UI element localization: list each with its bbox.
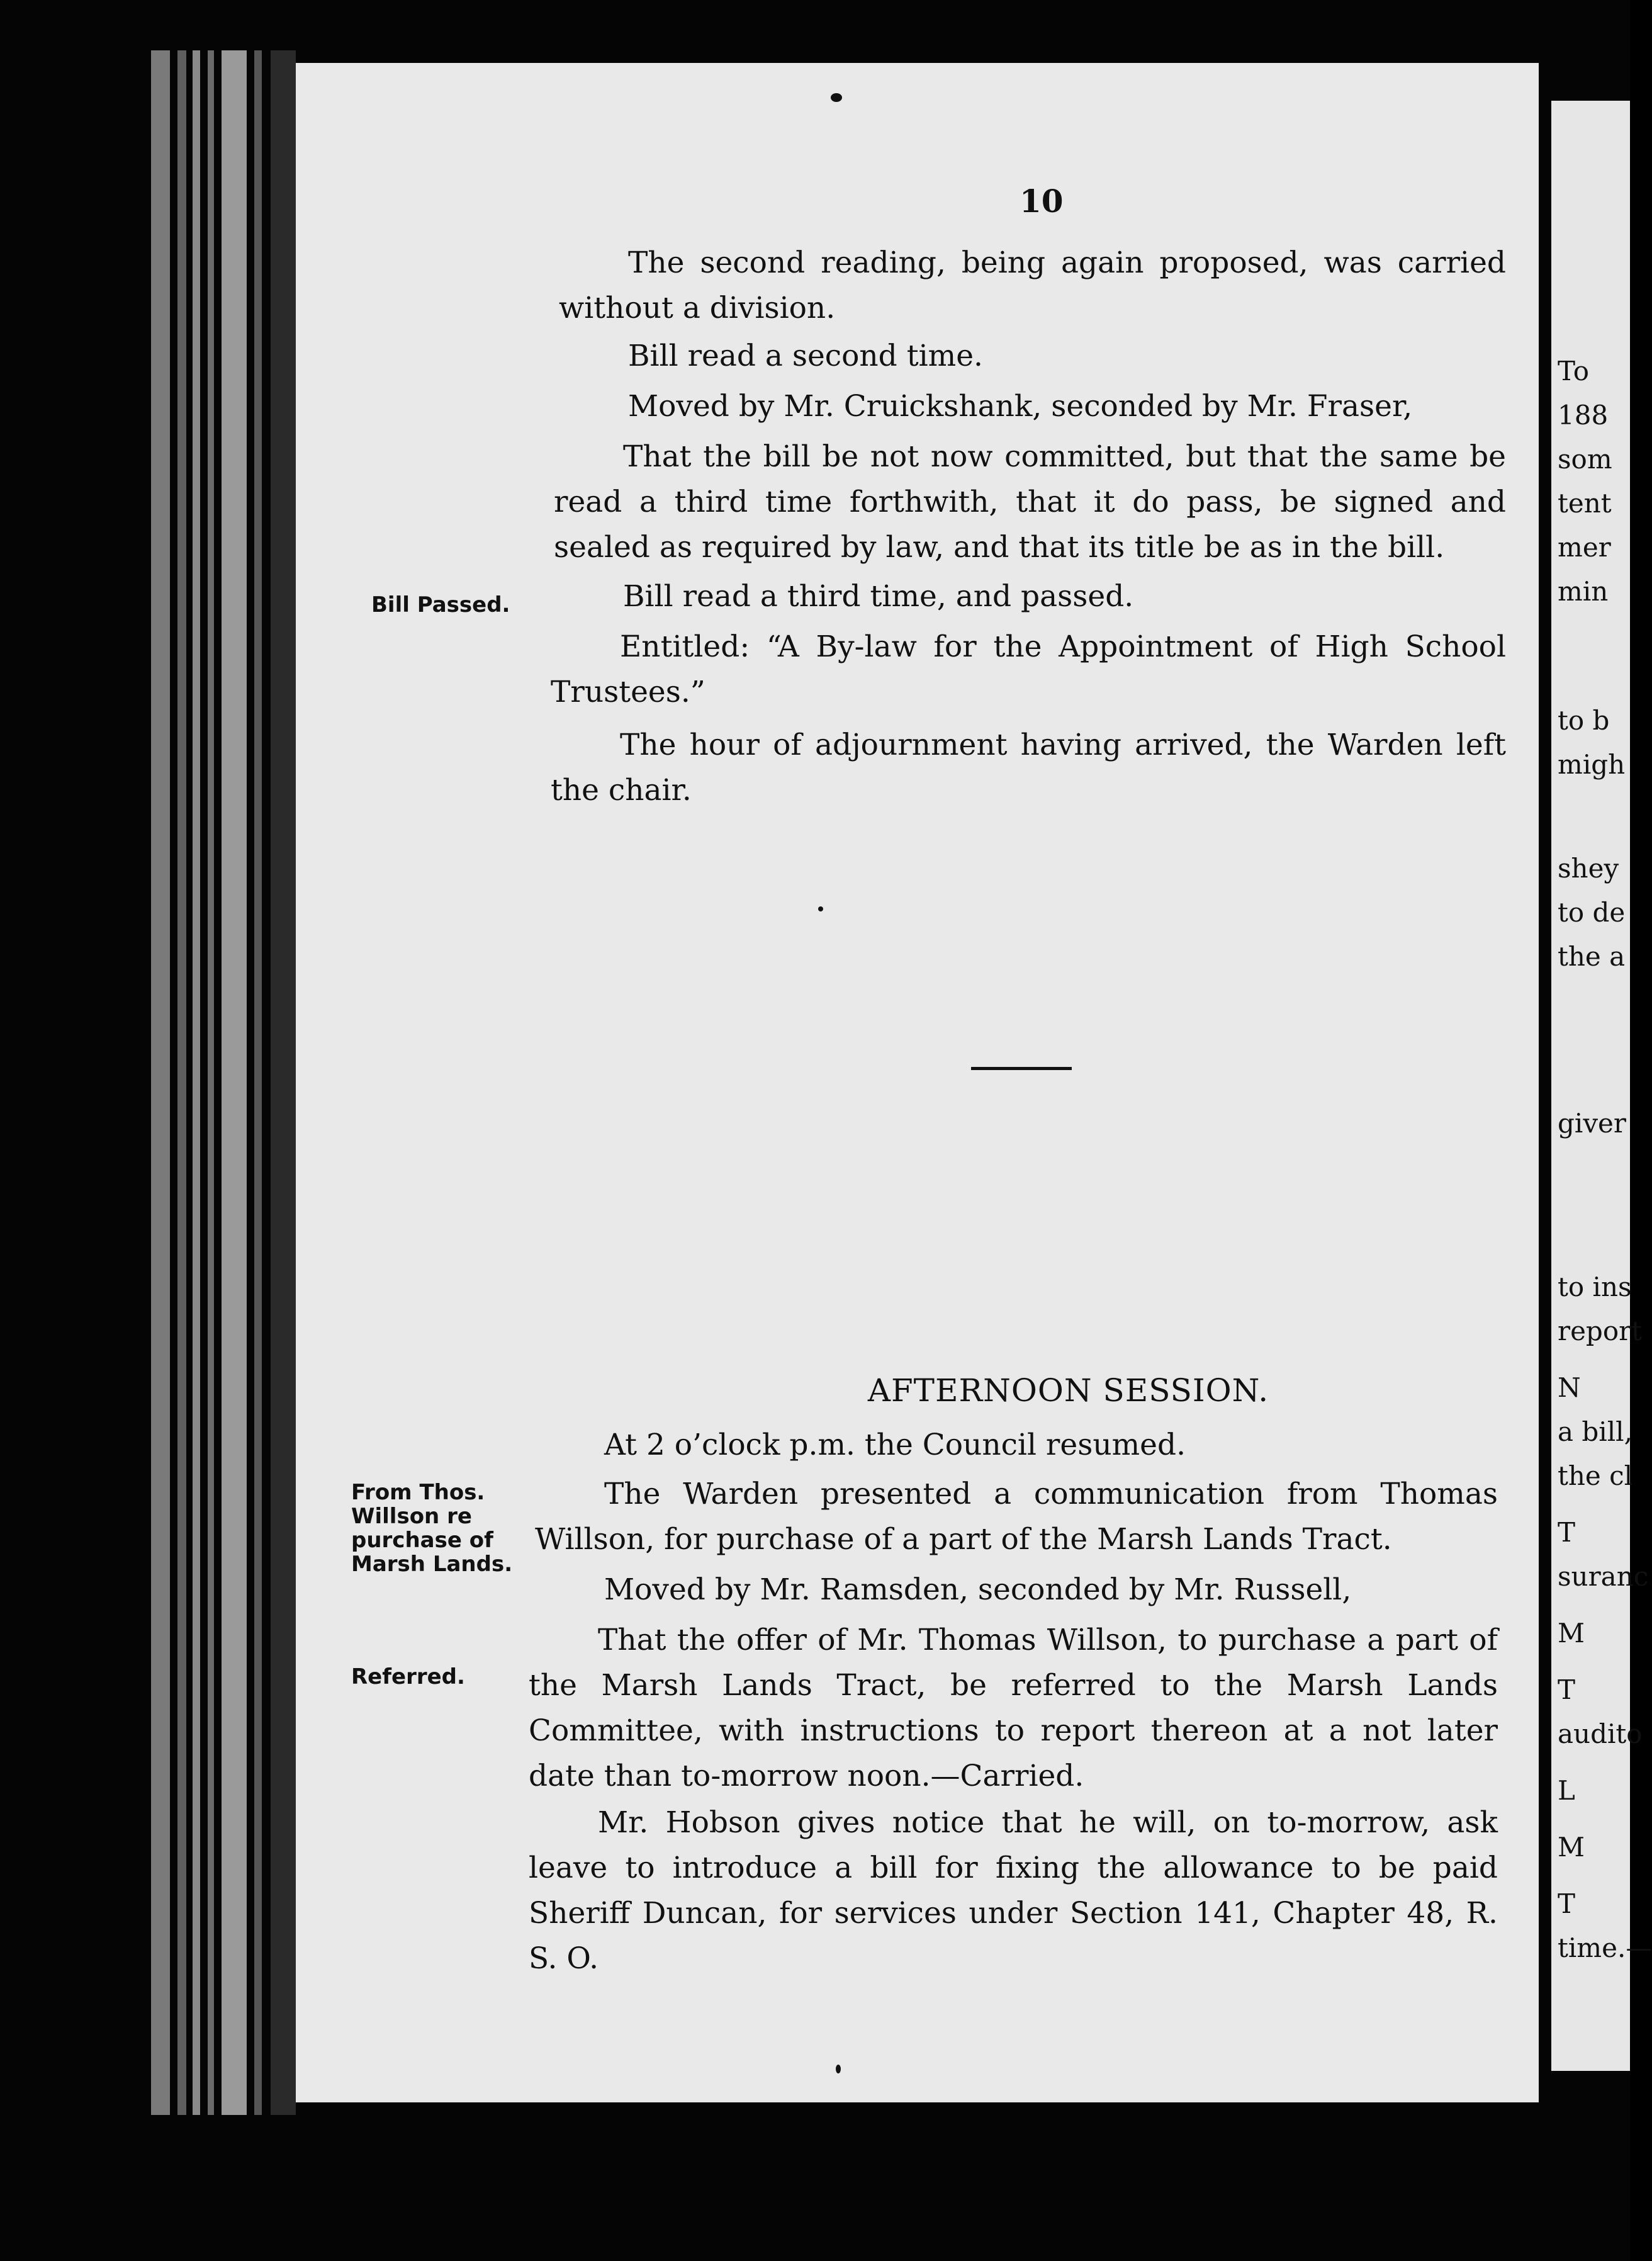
section-divider — [971, 1067, 1072, 1070]
right-page-text: som — [1558, 444, 1612, 475]
right-page-text: suranc — [1558, 1561, 1649, 1592]
right-page-text: giver — [1558, 1108, 1626, 1139]
right-page-text: T — [1558, 1888, 1576, 1919]
page-number: 10 — [1020, 183, 1064, 220]
right-page-text: L — [1558, 1775, 1575, 1806]
ink-speck — [836, 2065, 841, 2073]
ink-speck — [831, 93, 842, 102]
paragraph-at-two: At 2 o’clock p.m. the Council resumed. — [604, 1428, 1186, 1462]
right-page-text: to ins — [1558, 1271, 1632, 1302]
right-page-text: 188 — [1558, 400, 1609, 431]
right-page-text: M — [1558, 1618, 1585, 1649]
paragraph-hobson-notice: Mr. Hobson gives notice that he will, on to-morrow, ask leave to introduce a bill for fixing the allowance to be paid Sheriff Duncan, for services under Section 141, Chapter 48, R. S. O. — [529, 1805, 1498, 1976]
paragraph-offer-willson: That the offer of Mr. Thomas Willson, to purchase a part of the Marsh Lands Tract, be referred to the Marsh Lands Committee, with instructions to report thereon at a not later date than to-morrow noon.—Carried. — [529, 1623, 1498, 1793]
right-page-text: migh — [1558, 749, 1626, 780]
book-edge — [222, 50, 247, 2115]
right-page-text: mer — [1558, 532, 1611, 563]
right-page-text: M — [1558, 1832, 1585, 1863]
paragraph-adjournment: The hour of adjournment having arrived, the Warden left the chair. — [551, 728, 1506, 808]
right-page-text: to b — [1558, 705, 1610, 736]
paragraph-warden-presented: The Warden presented a communication from Thomas Willson, for purchase of a part of the Marsh Lands Tract. — [535, 1477, 1498, 1557]
right-page-text: N — [1558, 1372, 1581, 1403]
paragraph-moved-cruickshank: Moved by Mr. Cruickshank, seconded by Mr. Fraser, — [628, 389, 1413, 424]
right-page-text: To — [1558, 356, 1590, 386]
right-page-text: a bill, — [1558, 1416, 1632, 1447]
right-page-text: the a — [1558, 941, 1626, 972]
left-page — [296, 63, 1539, 2102]
book-edge — [271, 50, 296, 2115]
right-page-text: T — [1558, 1517, 1576, 1548]
right-page-text: time.— — [1558, 1932, 1652, 1963]
margin-note-bill-passed: Bill Passed. — [371, 592, 510, 617]
margin-note-from-thos-willson: From Thos. Willson re purchase of Marsh Lands. — [351, 1480, 513, 1577]
paragraph-entitled: Entitled: “A By-law for the Appointment of High School Trustees.” — [551, 629, 1506, 709]
book-edge — [254, 50, 262, 2115]
paragraph-not-committed: That the bill be not now committed, but that the same be read a third time forthwith, that it do pass, be signed and sealed as required by law, and that its title be as in the bill. — [554, 439, 1506, 565]
right-page-text: tent — [1558, 488, 1612, 519]
book-edge — [193, 50, 200, 2115]
right-page-fragment — [1551, 101, 1652, 2071]
right-page-text: shey — [1558, 853, 1619, 884]
margin-note-referred: Referred. — [351, 1664, 465, 1689]
right-page-text: T — [1558, 1674, 1576, 1705]
book-edge — [177, 50, 186, 2115]
ink-speck — [818, 906, 823, 911]
book-edge — [151, 50, 170, 2115]
paragraph-moved-ramsden: Moved by Mr. Ramsden, seconded by Mr. Russell, — [604, 1572, 1352, 1607]
paragraph-bill-read-third: Bill read a third time, and passed. — [623, 579, 1134, 614]
paragraph-second-reading: The second reading, being again proposed, was carried without a division. — [559, 245, 1506, 325]
paragraph-bill-read-second: Bill read a second time. — [628, 339, 983, 373]
right-page-text: the cl — [1558, 1460, 1633, 1491]
afternoon-session-heading: AFTERNOON SESSION. — [867, 1372, 1269, 1409]
right-page-text: to de — [1558, 897, 1626, 928]
book-edge — [208, 50, 214, 2115]
right-page-text: audito — [1558, 1718, 1643, 1749]
right-page-text: report — [1558, 1316, 1643, 1346]
right-page-text: min — [1558, 576, 1609, 607]
